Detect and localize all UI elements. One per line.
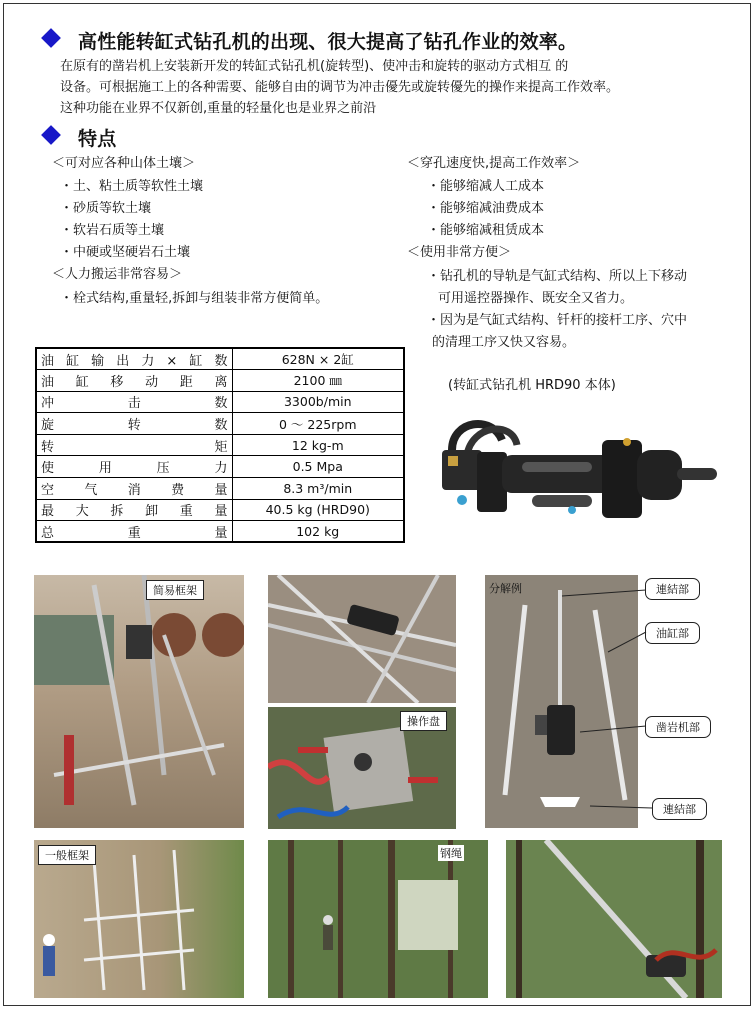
spec-value: 3300b/min [232,391,404,413]
spec-table [35,347,405,543]
spec-label: 油缸移动距离 [36,370,232,392]
spec-label: 最大拆卸重量 [36,499,232,521]
pipes-illustration [268,575,456,703]
feature-item: ・砂质等软土壤 [60,201,152,216]
table-row [36,348,404,370]
table-row [36,391,404,413]
spec-value: 0 ～ 225rpm [232,413,404,435]
photo-label: 一般框架 [38,845,96,865]
feature-item: 可用遥控器操作、既安全又省力。 [438,291,634,306]
intro-line: 设备。可根据施工上的各种需要、能够自由的调节为冲击優先或旋转優先的操作来提高工作效率。 [60,80,620,95]
table-row [36,434,404,456]
intro-paragraph [60,56,750,119]
table-row [36,456,404,478]
control-panel-photo [268,707,456,829]
spec-value: 2100 ㎜ [232,370,404,392]
feature-group-title: ＜可对应各种山体土壤＞ [52,156,196,171]
slope-illustration [506,840,722,998]
feature-item: ・中硬或坚硬岩石土壤 [60,245,191,260]
spec-value: 8.3 m³/min [232,478,404,500]
table-row [36,521,404,543]
spec-value: 40.5 kg (HRD90) [232,499,404,521]
spec-label: 旋转数 [36,413,232,435]
intro-line: 在原有的凿岩机上安装新开发的转缸式钻孔机(旋转型)、使冲击和旋转的驱动方式相互 的 [60,59,569,74]
pipes-photo [268,575,456,703]
callout-rock-drill: 凿岩机部 [645,716,711,738]
product-caption: (转缸式钻孔机 HRD90 本体) [448,378,616,393]
table-row [36,478,404,500]
feature-item: ・能够缩减油费成本 [427,201,545,216]
photo-label: 分解例 [489,582,522,595]
callout-leader-lines [560,580,660,820]
spec-value: 12 kg-m [232,434,404,456]
spec-label: 转矩 [36,434,232,456]
feature-item: ・因为是气缸式结构、钎杆的接杆工序、穴中 [427,313,688,328]
page-heading: 高性能转缸式钻孔机的出现、很大提高了钻孔作业的效率。 [78,31,578,53]
spec-label: 空气消费量 [36,478,232,500]
drill-unit-illustration [432,410,727,535]
spec-label: 使用压力 [36,456,232,478]
feature-group-title: ＜穿孔速度快,提高工作效率＞ [407,156,581,171]
feature-item: ・能够缩减人工成本 [427,179,545,194]
spec-label: 油缸输出力×缸数 [36,348,232,370]
feature-group-title: ＜使用非常方便＞ [407,245,512,260]
general-frame-photo [34,840,244,998]
callout-connector-top: 連結部 [645,578,700,600]
drill-on-slope-photo [506,840,722,998]
intro-line: 这种功能在业界不仅新创,重量的轻量化也是业界之前沿 [60,101,377,116]
frame-illustration [34,575,244,828]
spec-value: 102 kg [232,521,404,543]
feature-group-title: ＜人力搬运非常容易＞ [52,267,183,282]
spec-label: 冲击数 [36,391,232,413]
forest-illustration [268,840,488,998]
features-heading: 特点 [78,128,117,150]
table-row [36,499,404,521]
drill-product-image [432,410,727,535]
feature-item: 的清理工序又快又容易。 [432,335,576,350]
photo-label: 操作盘 [400,711,447,731]
feature-item: ・栓式结构,重量轻,拆卸与组装非常方便简单。 [60,291,329,306]
photo-label: 钢绳 [440,847,462,860]
feature-item: ・土、粘土质等软性土壤 [60,179,204,194]
callout-connector-bottom: 連結部 [652,798,707,820]
steel-rope-photo [268,840,488,998]
simple-frame-photo [34,575,244,828]
spec-label: 总重量 [36,521,232,543]
feature-item: ・能够缩减租赁成本 [427,223,545,238]
spec-value: 0.5 Mpa [232,456,404,478]
table-row [36,413,404,435]
feature-item: ・软岩石质等土壤 [60,223,165,238]
photo-label: 简易框架 [146,580,204,600]
table-row [36,370,404,392]
spec-value: 628N × 2缸 [232,348,404,370]
feature-item: ・钻孔机的导轨是气缸式结构、所以上下移动 [427,269,688,284]
callout-cylinder: 油缸部 [645,622,700,644]
